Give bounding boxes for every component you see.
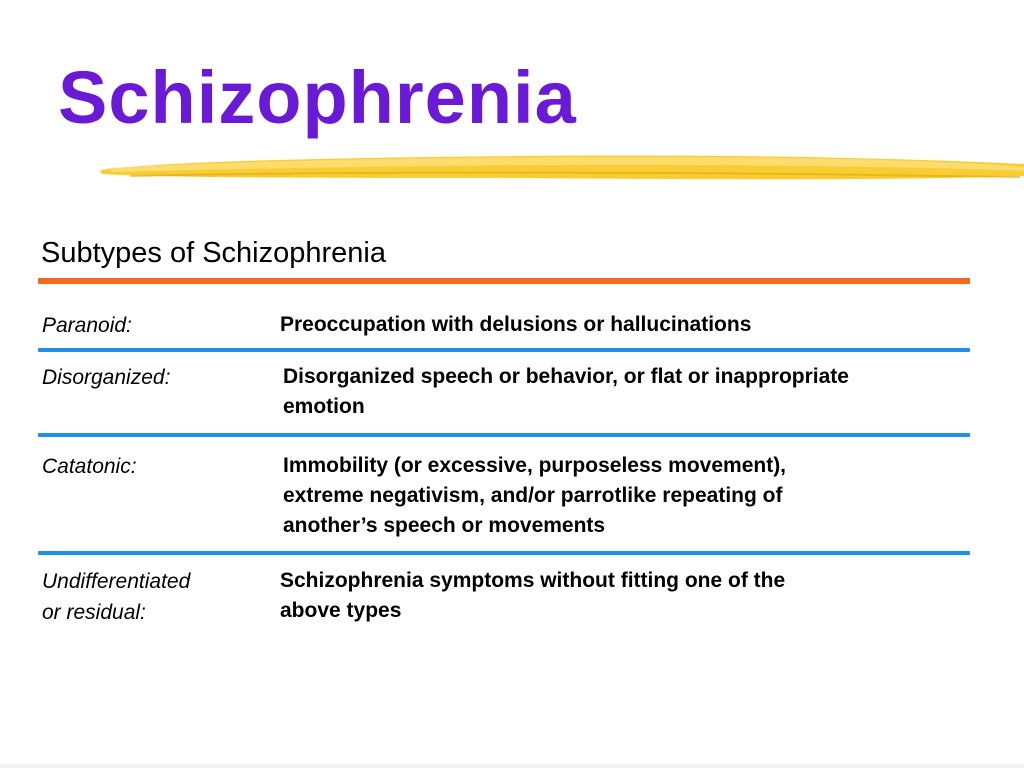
slide-title: Schizophrenia xyxy=(58,56,577,139)
blue-divider xyxy=(38,348,970,352)
subtype-term-disorganized: Disorganized: xyxy=(42,366,171,389)
orange-divider xyxy=(38,278,970,284)
subtype-definition-paranoid: Preoccupation with delusions or hallucinations xyxy=(280,313,752,336)
yellow-highlight-stroke xyxy=(100,150,1024,186)
blue-divider xyxy=(38,551,970,555)
subtype-term-paranoid: Paranoid: xyxy=(42,314,132,337)
subtype-term-catatonic: Catatonic: xyxy=(42,455,137,478)
subtype-definition-disorganized: Disorganized speech or behavior, or flat or inappropriate emotion xyxy=(283,365,849,418)
slide-subtitle: Subtypes of Schizophrenia xyxy=(41,237,386,269)
blue-divider xyxy=(38,433,970,437)
subtype-definition-catatonic: Immobility (or excessive, purposeless movement), extreme negativism, and/or parrotlike repeating of another’s speech or movements xyxy=(283,454,787,537)
subtype-definition-undifferentiated: Schizophrenia symptoms without fitting one of the above types xyxy=(280,569,786,622)
subtype-term-undifferentiated: Undifferentiated or residual: xyxy=(42,570,191,624)
slide-bottom-edge xyxy=(0,764,1024,768)
